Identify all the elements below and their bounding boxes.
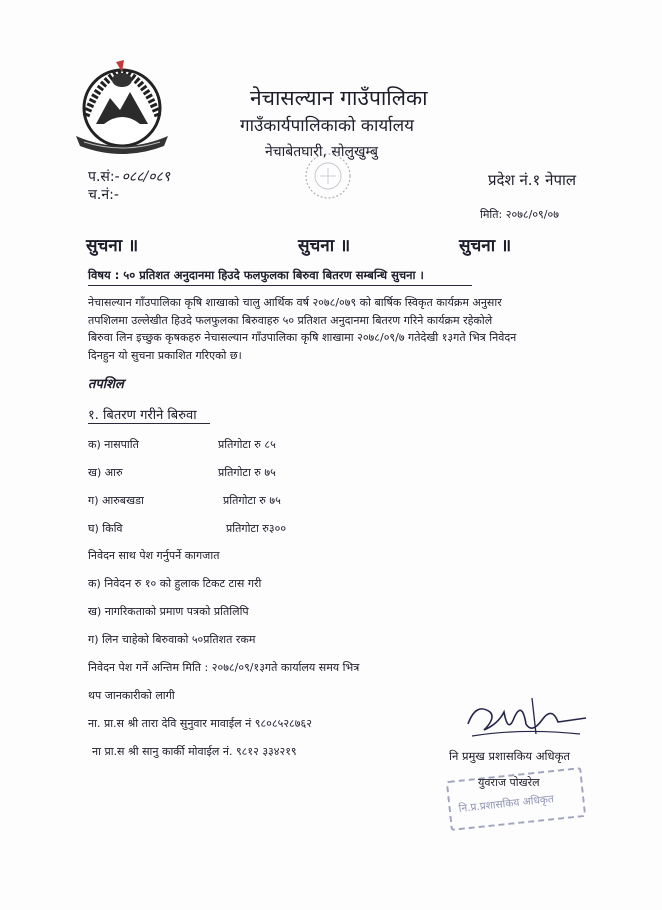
notice-heading-1: सुचना ॥ — [86, 236, 139, 256]
round-seal-stamp — [292, 150, 364, 202]
notice-heading-2: सुचना ॥ — [298, 236, 351, 256]
paragraph-line: नेचासल्यान गाँउपालिका कृषि शाखाको चालु आर्थिक वर्ष २०७८/०७९ को बार्षिक स्विकृत कार्यक्रम अनुसार — [88, 296, 502, 309]
section-title: १. बितरण गरीने बिरुवा — [88, 408, 197, 423]
section-underline — [88, 423, 210, 424]
plant-name: ग) आरुबखडा — [88, 494, 144, 507]
plant-name: घ) किवि — [88, 522, 123, 535]
plant-name: ख) आरु — [88, 466, 123, 479]
paragraph-line: दिनहुन यो सुचना प्रकाशित गरिएको छ। — [88, 348, 242, 362]
details-heading: तपशिल — [88, 377, 124, 392]
contact-line: ना प्रा.स श्री सानु कार्की मोवाईल नं. ९८१२ ३३४२१९ — [92, 745, 297, 758]
dispatch-number: च.नं:- — [88, 187, 119, 203]
paragraph-line: तपशिलमा उल्लेखीत हिउदे फलफुलका बिरुवाहरु ५० प्रतिशत अनुदानमा बितरण गरिने कार्यक्रम रहेकोले — [88, 313, 493, 327]
plant-price: प्रतिगोटा रु ८५ — [218, 438, 276, 451]
signatory-title: नि प्रमुख प्रशासकिय अधिकृत — [449, 749, 570, 763]
document-item: क) निवेदन रु १० को हुलाक टिकट टास गरी — [88, 577, 262, 590]
handwritten-signature — [462, 694, 592, 748]
signatory-name: युवराज पोखरेल — [478, 776, 540, 789]
subject-underline — [88, 285, 472, 286]
paragraph-line: बिरुवा लिन इच्छुक कृषकहरु नेचासल्यान गाँउपालिका कृषि शाखामा २०७८/०९/७ गतेदेखी १३गते भित्र निवेदन — [88, 331, 517, 344]
notice-date: मिति: २०७८/०९/०७ — [480, 208, 559, 221]
plant-price: प्रतिगोटा रु ७५ — [218, 466, 276, 479]
plant-price: प्रतिगोटा रु३०० — [226, 522, 287, 535]
document-item: ख) नागरिकताको प्रमाण पत्रको प्रतिलिपि — [88, 605, 249, 618]
documents-heading: निवेदन साथ पेश गर्नुपर्ने कागजात — [88, 549, 220, 562]
office-address: नेचाबेतघारी, सोलुखुम्बु — [265, 144, 378, 160]
stamp-text: नि.प्र.प्रशासकिय अधिकृत — [458, 793, 555, 816]
nepal-emblem-logo — [70, 58, 174, 154]
subject-line: विषय : ५० प्रतिशत अनुदानमा हिउदे फलफुलका बिरुवा बितरण सम्बन्धि सुचना । — [88, 268, 424, 282]
province-label: प्रदेश नं.१ नेपाल — [488, 171, 577, 189]
plant-price: प्रतिगोटा रु ७५ — [223, 494, 281, 507]
letter-reference-number: प.सं:- ०८८/०८९ — [88, 169, 171, 185]
notice-heading-3: सुचना ॥ — [459, 236, 512, 256]
document-item: ग) लिन चाहेको बिरुवाको ५०प्रतिशत रकम — [88, 633, 256, 646]
contact-line: ना. प्रा.स श्री तारा देवि सुनुवार मावाईल नं ९८०८५२८७६२ — [88, 717, 312, 730]
contact-heading: थप जानकारीको लागी — [88, 689, 175, 702]
office-name: गाउँकार्यपालिकाको कार्यालय — [240, 116, 415, 136]
deadline-line: निवेदन पेश गर्ने अन्तिम मिति : २०७८/०९/१३गते कार्यालय समय भित्र — [88, 661, 360, 674]
notice-paragraph — [88, 294, 588, 364]
plant-name: क) नासपाति — [88, 438, 139, 451]
municipality-name: नेचासल्यान गाउँपालिका — [250, 86, 428, 110]
